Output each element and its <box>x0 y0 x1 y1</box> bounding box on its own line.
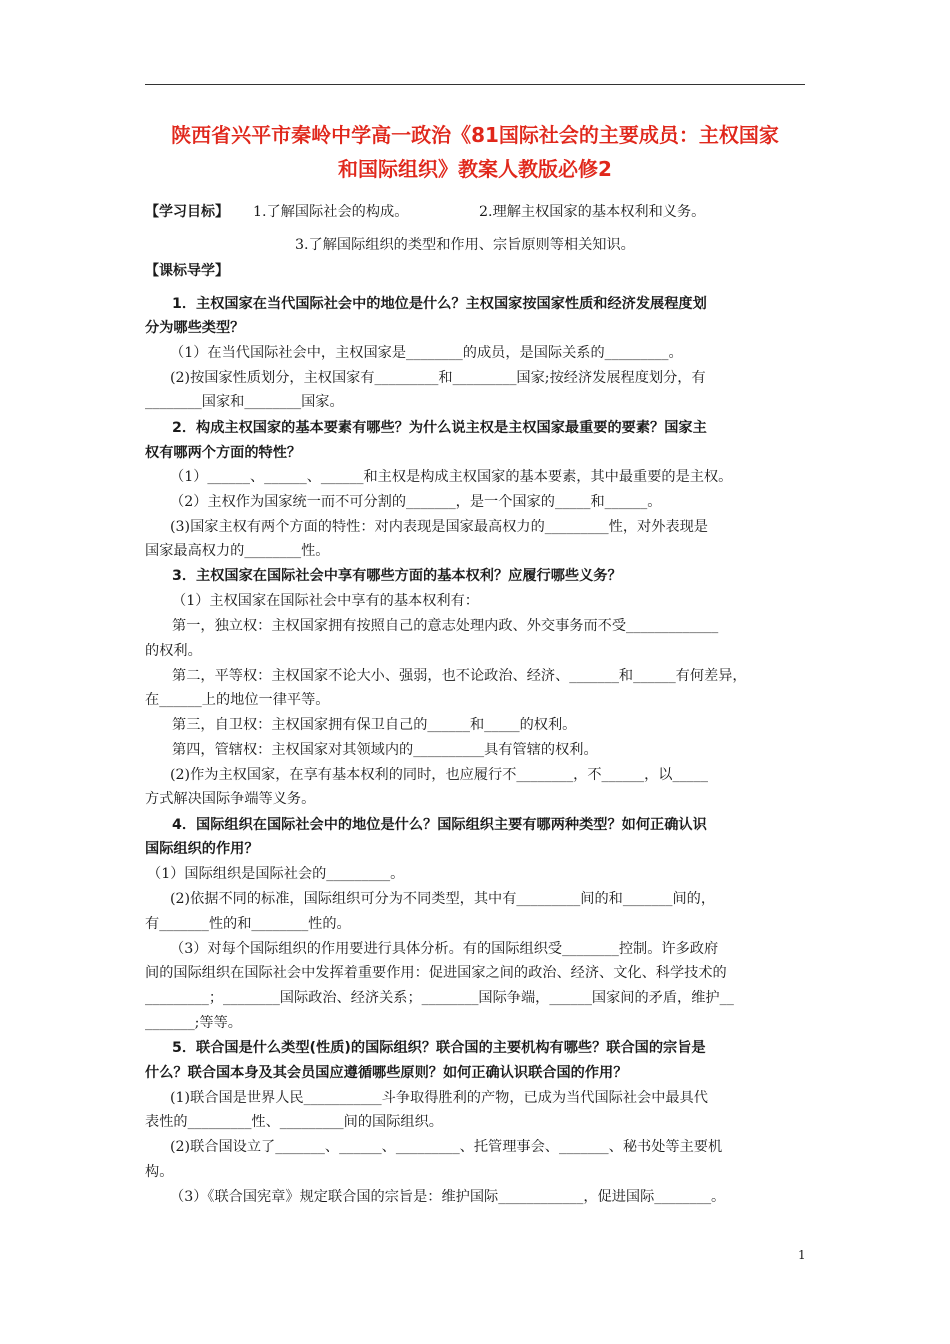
title-line-2: 和国际组织》教案人教版必修2 <box>338 157 612 181</box>
question-2-line-2: 权有哪两个方面的特性？ <box>145 445 302 461</box>
q3-right-3: 第三，自卫权：主权国家拥有保卫自己的______和_____的权利。 <box>172 717 577 733</box>
q4-item-2-line-1: (2)依据不同的标准，国际组织可分为不同类型，其中有_________间的和_______间的， <box>170 891 716 907</box>
q4-item-3-line-4: _______;等等。 <box>145 1015 242 1031</box>
q4-item-2-line-2: 有_______性的和________性的。 <box>145 916 351 932</box>
q4-item-1: （1）国际组织是国际社会的_________。 <box>147 866 405 882</box>
q2-item-3-line-1: (3)国家主权有两个方面的特性：对内表现是国家最高权力的_________性，对外表现是 <box>170 519 708 535</box>
question-5-line-2: 什么？联合国本身及其会员国应遵循哪些原则？如何正确认识联合国的作用？ <box>145 1065 628 1081</box>
q2-item-2: （2）主权作为国家统一而不可分割的_______，是一个国家的_____和______。 <box>170 494 662 510</box>
q3-right-4: 第四，管辖权：主权国家对其领域内的__________具有管辖的权利。 <box>172 742 598 758</box>
q1-item-2-line-2: ________国家和________国家。 <box>145 394 344 410</box>
guide-label: 【课标导学】 <box>145 263 229 279</box>
question-5-line-1: 5．联合国是什么类型(性质)的国际组织？联合国的主要机构有哪些？联合国的宗旨是 <box>172 1040 706 1056</box>
objectives-label: 【学习目标】 <box>145 204 229 220</box>
question-3: 3．主权国家在国际社会中享有哪些方面的基本权利？应履行哪些义务？ <box>172 568 622 584</box>
q1-item-2-line-1: (2)按国家性质划分，主权国家有_________和_________国家;按经济发展程度划分，有 <box>170 370 706 386</box>
q5-item-2-line-1: (2)联合国设立了_______、______、_________、托管理事会、_______、秘书处等主要机 <box>170 1139 723 1155</box>
question-1-line-2: 分为哪些类型？ <box>145 320 245 336</box>
question-4-line-2: 国际组织的作用？ <box>145 841 259 857</box>
q3-item-1: （1）主权国家在国际社会中享有的基本权利有： <box>172 593 479 609</box>
q5-item-1-line-1: (1)联合国是世界人民___________斗争取得胜利的产物，已成为当代国际社会中最具代 <box>170 1090 708 1106</box>
q3-right-1-line-2: 的权利。 <box>145 643 202 659</box>
q4-item-3-line-3: _________；________国际政治、经济关系；________国际争端，______国家间的矛盾，维护__ <box>145 990 734 1006</box>
q2-item-3-line-2: 国家最高权力的________性。 <box>145 543 330 559</box>
q3-item-2-line-2: 方式解决国际争端等义务。 <box>145 791 316 807</box>
q5-item-2-line-2: 构。 <box>145 1164 174 1180</box>
header-rule <box>145 84 805 85</box>
q2-item-1: （1）______、______、______和主权是构成主权国家的基本要素，其中最重要的是主权。 <box>170 469 733 485</box>
q1-item-1: （1）在当代国际社会中，主权国家是________的成员，是国际关系的_________。 <box>170 345 683 361</box>
question-4-line-1: 4．国际组织在国际社会中的地位是什么？国际组织主要有哪两种类型？如何正确认识 <box>172 817 707 833</box>
title-line-1: 陕西省兴平市秦岭中学高一政治《81国际社会的主要成员：主权国家 <box>171 123 779 147</box>
objective-1: 1.了解国际社会的构成。 <box>253 204 409 220</box>
question-1-line-1: 1．主权国家在当代国际社会中的地位是什么？主权国家按国家性质和经济发展程度划 <box>172 296 707 312</box>
q3-right-2-line-1: 第二，平等权：主权国家不论大小、强弱，也不论政治、经济、_______和______有何差异， <box>172 668 747 684</box>
objective-2: 2.理解主权国家的基本权利和义务。 <box>479 204 706 220</box>
objective-3: 3.了解国际组织的类型和作用、宗旨原则等相关知识。 <box>295 237 635 253</box>
document-title <box>145 118 805 186</box>
q5-item-1-line-2: 表性的_________性、_________间的国际组织。 <box>145 1114 443 1130</box>
q3-right-1-line-1: 第一，独立权：主权国家拥有按照自己的意志处理内政、外交事务而不受_____________ <box>172 618 719 634</box>
q4-item-3-line-1: （3）对每个国际组织的作用要进行具体分析。有的国际组织受________控制。许多政府 <box>170 941 719 957</box>
q3-right-2-line-2: 在______上的地位一律平等。 <box>145 692 330 708</box>
q4-item-3-line-2: 间的国际组织在国际社会中发挥着重要作用：促进国家之间的政治、经济、文化、科学技术的 <box>145 965 727 981</box>
question-2-line-1: 2．构成主权国家的基本要素有哪些？为什么说主权是主权国家最重要的要素？国家主 <box>172 420 707 436</box>
objectives-row <box>145 202 809 222</box>
page-number: 1 <box>798 1248 806 1262</box>
q5-item-3: （3）《联合国宪章》规定联合国的宗旨是：维护国际____________，促进国际________。 <box>170 1189 726 1205</box>
q3-item-2-line-1: (2)作为主权国家，在享有基本权利的同时，也应履行不________，不______，以_____ <box>170 767 708 783</box>
